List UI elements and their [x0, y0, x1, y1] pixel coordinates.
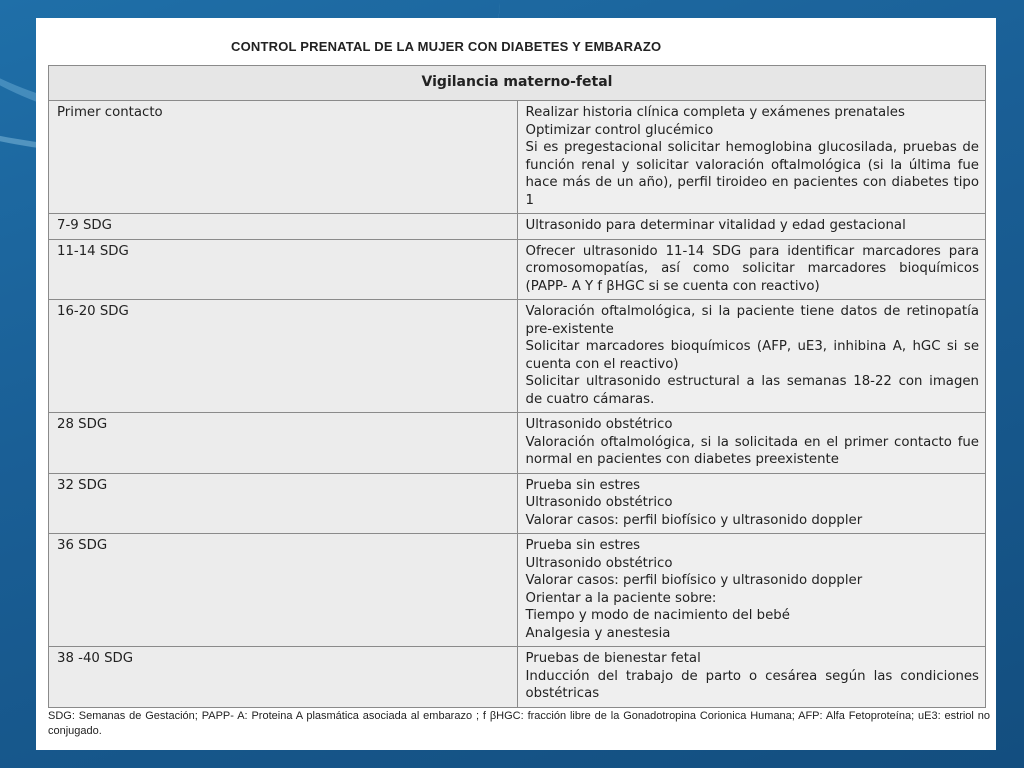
row-content — [517, 214, 986, 240]
table-row — [49, 214, 986, 240]
row-line: Ultrasonido obstétrico — [525, 555, 673, 571]
row-label: Primer contacto — [49, 101, 518, 214]
table-row — [49, 534, 986, 647]
row-line: Realizar historia clínica completa y exámenes prenatales — [525, 105, 905, 120]
table-row — [49, 413, 986, 474]
row-label: 7-9 SDG — [49, 214, 518, 240]
row-line: Orientar a la paciente sobre: — [525, 590, 717, 606]
row-line: Tiempo y modo de nacimiento del bebé — [525, 608, 790, 623]
row-content — [517, 239, 986, 300]
table-row — [49, 239, 986, 300]
row-label: 36 SDG — [49, 534, 518, 647]
table-row — [49, 300, 986, 413]
prenatal-table — [48, 65, 986, 708]
footnote: SDG: Semanas de Gestación; PAPP- A: Proteina A plasmática asociada al embarazo ; f βHGC: fracción libre de la Gonadotropina Corionica Humana; AFP: Alfa Fetoproteína; uE3: estriol no conjugado. — [48, 710, 990, 737]
row-line: Ultrasonido obstétrico — [525, 417, 673, 432]
row-label: 16-20 SDG — [49, 300, 518, 413]
row-line: Pruebas de bienestar fetal — [525, 651, 701, 666]
row-label: 28 SDG — [49, 413, 518, 474]
row-line: Optimizar control glucémico — [525, 122, 714, 138]
row-line: Valorar casos: perfil biofísico y ultrasonido doppler — [525, 573, 863, 588]
row-label: 38 -40 SDG — [49, 647, 518, 708]
row-line: Valoración oftalmológica, si la solicitada en el primer contacto fue normal en pacientes con diabetes preexistente — [525, 434, 979, 467]
row-line: Prueba sin estres — [525, 538, 641, 553]
row-line: Solicitar marcadores bioquímicos (AFP, uE3, inhibina A, hGC si se cuenta con el reactivo) — [525, 339, 979, 372]
slide-canvas — [36, 18, 996, 750]
row-content — [517, 413, 986, 474]
row-line: Si es pregestacional solicitar hemoglobina glucosilada, pruebas de función renal y solicitar valoración oftalmológica (si la última fue hace más de un año), perfil tiroideo en pacientes con diabetes tipo 1 — [525, 140, 979, 208]
table-row — [49, 101, 986, 214]
row-line: Ofrecer ultrasonido 11-14 SDG para identificar marcadores para cromosomopatías, así como solicitar marcadores bioquímicos (PAPP- A Y f βHGC si se cuenta con reactivo) — [525, 243, 979, 294]
row-label: 11-14 SDG — [49, 239, 518, 300]
row-line: Analgesia y anestesia — [525, 625, 671, 641]
row-line: Inducción del trabajo de parto o cesárea según las condiciones obstétricas — [525, 668, 979, 701]
row-line: Prueba sin estres — [525, 477, 641, 493]
row-line: Ultrasonido obstétrico — [525, 495, 673, 510]
row-content — [517, 534, 986, 647]
page-title: CONTROL PRENATAL DE LA MUJER CON DIABETES Y EMBARAZO — [231, 39, 662, 54]
row-line: Valoración oftalmológica, si la paciente tiene datos de retinopatía pre-existente — [525, 304, 979, 337]
row-line: Solicitar ultrasonido estructural a las semanas 18-22 con imagen de cuatro cámaras. — [525, 374, 979, 407]
row-label: 32 SDG — [49, 473, 518, 534]
row-content — [517, 300, 986, 413]
table-header-row — [49, 66, 986, 101]
table-header: Vigilancia materno-fetal — [49, 66, 986, 101]
row-content — [517, 473, 986, 534]
row-content — [517, 101, 986, 214]
row-line: Valorar casos: perfil biofísico y ultrasonido doppler — [525, 512, 863, 528]
row-line: Ultrasonido para determinar vitalidad y edad gestacional — [525, 218, 906, 233]
table-row — [49, 473, 986, 534]
row-content — [517, 647, 986, 708]
table-row — [49, 647, 986, 708]
